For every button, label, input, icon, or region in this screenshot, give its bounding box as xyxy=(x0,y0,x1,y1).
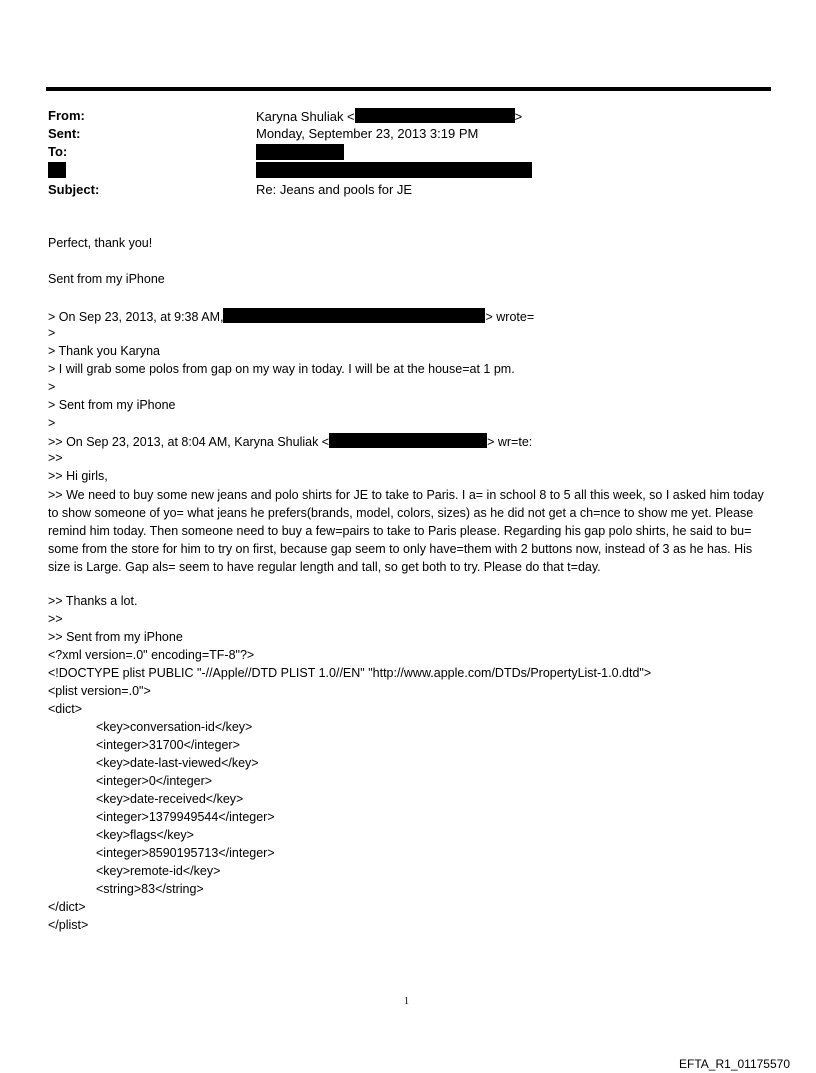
quote-line: > Thank you Karyna xyxy=(48,344,160,358)
xml-line: <!DOCTYPE plist PUBLIC "-//Apple//DTD PLIST 1.0//EN" "http://www.apple.com/DTDs/PropertyList-1.0.dtd"> xyxy=(48,666,652,680)
redaction-bar xyxy=(256,162,532,178)
quote-line: >> Thanks a lot. xyxy=(48,594,138,608)
xml-line: </plist> xyxy=(48,918,89,932)
xml-line: </dict> xyxy=(48,900,86,914)
quote-line: > xyxy=(48,416,56,430)
xml-line: <key>remote-id</key> xyxy=(96,864,221,878)
quote-prefix: >> On Sep 23, 2013, at 8:04 AM, Karyna Shuliak < xyxy=(48,435,330,449)
sent-value: Monday, September 23, 2013 3:19 PM xyxy=(256,126,479,141)
from-close: > xyxy=(514,109,523,124)
xml-line: <integer>0</integer> xyxy=(96,774,213,788)
quote-line: > xyxy=(48,380,56,394)
quote-line xyxy=(48,308,534,324)
quote-line: >> xyxy=(48,451,63,465)
header-rule xyxy=(46,87,771,91)
to-label: To: xyxy=(48,144,68,159)
body-line: Sent from my iPhone xyxy=(48,272,165,286)
quote-line xyxy=(48,433,532,449)
xml-line: <?xml version=.0" encoding=TF-8"?> xyxy=(48,648,255,662)
redaction-bar xyxy=(329,433,487,448)
sent-label: Sent: xyxy=(48,126,81,141)
xml-line: <dict> xyxy=(48,702,83,716)
redaction-bar xyxy=(256,144,344,160)
xml-line: <integer>8590195713</integer> xyxy=(96,846,275,860)
quote-line: > I will grab some polos from gap on my way in today. I will be at the house=at 1 pm. xyxy=(48,362,515,376)
quote-paragraph: >> We need to buy some new jeans and polo shirts for JE to take to Paris. I a= in school 8 to 5 all this week, so I asked him today to show someone of yo= what jeans he prefers(brands, model, colors, sizes) as he did not get a ch=nce to show me yet. Please remind him today. Then someone need to buy a few=pairs to take to Paris please. Regarding his gap polo shirts, he said to bu= some from the store for him to try on first, because gap seem to only have=them with 2 buttons now, instead of 3 as he has. His size is Large. Gap als= seem to have regular length and tall, so get both to try. Please do that t=day. xyxy=(48,488,764,574)
redaction-bar xyxy=(48,162,66,178)
quote-line: > xyxy=(48,326,56,340)
xml-line: <integer>1379949544</integer> xyxy=(96,810,275,824)
xml-line: <key>date-received</key> xyxy=(96,792,244,806)
from-name: Karyna Shuliak < xyxy=(256,109,355,124)
quote-line: > Sent from my iPhone xyxy=(48,398,176,412)
document-id: EFTA_R1_01175570 xyxy=(679,1057,790,1071)
xml-line: <key>conversation-id</key> xyxy=(96,720,253,734)
from-value xyxy=(256,108,522,124)
redaction-bar xyxy=(355,108,515,123)
xml-line: <key>date-last-viewed</key> xyxy=(96,756,259,770)
from-label: From: xyxy=(48,108,85,123)
redaction-bar xyxy=(223,308,485,323)
quote-line: >> Sent from my iPhone xyxy=(48,630,183,644)
subject-value: Re: Jeans and pools for JE xyxy=(256,182,413,197)
xml-line: <integer>31700</integer> xyxy=(96,738,240,752)
body-line: Perfect, thank you! xyxy=(48,236,153,250)
quote-line: >> Hi girls, xyxy=(48,469,108,483)
subject-label: Subject: xyxy=(48,182,100,197)
quote-suffix: > wr=te: xyxy=(487,435,533,449)
xml-line: <plist version=.0"> xyxy=(48,684,151,698)
quote-suffix: > wrote= xyxy=(485,310,535,324)
quote-prefix: > On Sep 23, 2013, at 9:38 AM, xyxy=(48,310,224,324)
page-number: 1 xyxy=(404,996,409,1007)
xml-line: <key>flags</key> xyxy=(96,828,194,842)
xml-line: <string>83</string> xyxy=(96,882,204,896)
quote-line: >> xyxy=(48,612,63,626)
